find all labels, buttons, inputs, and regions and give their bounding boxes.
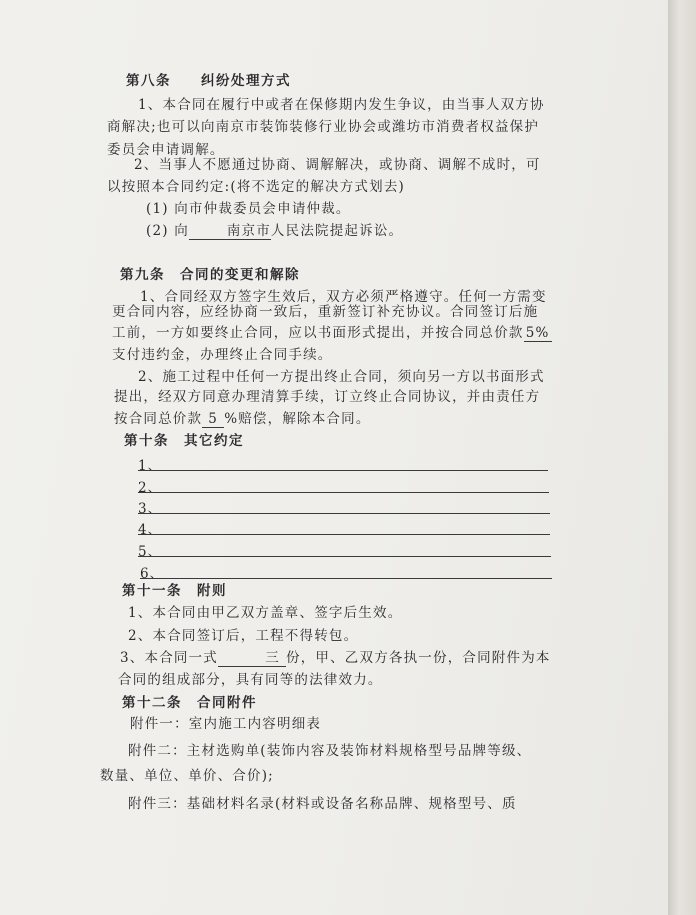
section-11-heading: 第十一条 附则: [122, 583, 227, 599]
section-9-p1-line2: 更合同内容，应经协商一致后，重新签订补充协议。合同签订后施: [112, 304, 539, 320]
item-number: 1、: [138, 458, 163, 474]
blank-rule: [138, 556, 551, 557]
section-11-line4: 合同的组成部分，具有同等的法律效力。: [118, 672, 383, 688]
item-number: 4、: [138, 522, 163, 538]
section-9-p1-line1: 1、合同经双方签字生效后，双方必须严格遵守。任何一方需变: [140, 289, 547, 305]
section-9-p2-line1: 2、施工过程中任何一方提出终止合同，须向另一方以书面形式: [138, 369, 545, 385]
compensation-prefix: 按合同总价款: [114, 411, 203, 427]
blank-rule: [138, 492, 549, 493]
other-agreement-line-3: [138, 497, 550, 515]
section-9-p2-line3: [114, 410, 371, 428]
attachment-2-line2: 数量、单位、单价、合价);: [100, 768, 274, 784]
compensation-suffix: %赔偿，解除本合同。: [224, 411, 371, 427]
section-10-heading: 第十条 其它约定: [124, 433, 244, 449]
attachment-1: 附件一：室内施工内容明细表: [130, 716, 322, 732]
section-11-line3: [120, 649, 551, 667]
item-number: 2、: [138, 480, 163, 496]
section-9-heading: 第九条 合同的变更和解除: [120, 267, 300, 283]
penalty-text: 工前，一方如要终止合同，应以书面形式提出，并按合同总价款: [112, 325, 524, 341]
copies-suffix: 份，甲、乙双方各执一份，合同附件为本: [286, 650, 551, 666]
other-agreement-line-2: [138, 476, 549, 494]
other-agreement-line-4: [138, 518, 550, 536]
other-agreement-line-5: [138, 540, 551, 558]
copies-prefix: 3、本合同一式: [120, 650, 218, 666]
section-9-p1-line4: 支付违约金，办理终止合同手续。: [112, 347, 333, 363]
attachment-2-line1: 附件二：主材选购单(装饰内容及装饰材料规格型号品牌等级、: [128, 743, 532, 759]
section-8-option-2: [146, 222, 403, 240]
item-number: 5、: [138, 544, 163, 560]
section-8-p2-line2: 以按照本合同约定:(将不选定的解决方式划去): [107, 179, 405, 195]
section-11-line1: 1、本合同由甲乙双方盖章、签字后生效。: [128, 605, 403, 621]
section-8-p1-line1: 1、本合同在履行中或者在保修期内发生争议，由当事人双方协: [138, 97, 545, 113]
section-8-heading: 第八条 纠纷处理方式: [126, 73, 291, 89]
blank-rule: [138, 513, 550, 514]
compensation-rate-fill: 5: [202, 411, 224, 428]
section-12-heading: 第十二条 合同附件: [122, 695, 257, 711]
blank-rule: [138, 470, 548, 471]
item-number: 6、: [140, 566, 165, 582]
section-11-line2: 2、本合同签订后，工程不得转包。: [128, 628, 359, 644]
option-2-suffix: 人民法院提起诉讼。: [270, 223, 404, 239]
next-page-edge: [668, 0, 696, 915]
section-8-p2-line1: 2、当事人不愿通过协商、调解解决，或协商、调解不成时，可: [134, 157, 541, 173]
blank-rule: [138, 534, 550, 535]
attachment-3: 附件三：基础材料名录(材料或设备名称品牌、规格型号、质: [128, 796, 517, 812]
blank-rule: [140, 578, 552, 579]
other-agreement-line-6: [140, 562, 552, 580]
item-number: 3、: [138, 501, 163, 517]
court-city-fill: 南京市: [189, 223, 271, 240]
section-8-p1-line3: 委员会申请调解。: [107, 142, 225, 158]
other-agreement-line-1: [138, 454, 548, 472]
section-9-p1-line3: [112, 324, 552, 342]
section-9-p2-line2: 提出，经双方同意办理清算手续，订立终止合同协议，并由责任方: [114, 389, 541, 405]
section-8-p1-line2: 商解决;也可以向南京市装饰装修行业协会或潍坊市消费者权益保护: [107, 119, 540, 135]
section-8-option-1: (1) 向市仲裁委员会申请仲裁。: [146, 201, 351, 217]
penalty-rate-fill: 5%: [524, 325, 552, 342]
option-2-prefix: (2) 向: [146, 223, 189, 239]
copies-count-fill: 三: [218, 650, 286, 667]
